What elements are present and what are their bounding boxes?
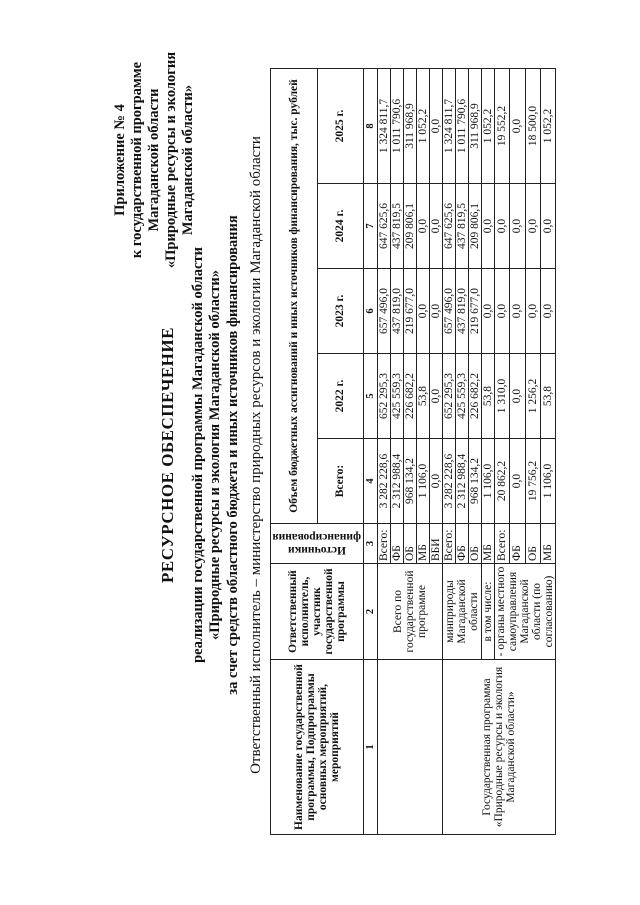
year-value-cell: 647 625,6 [378,184,391,269]
document-title: РЕСУРСНОЕ ОБЕСПЕЧЕНИЕ [158,327,177,583]
year-value-cell: 53,8 [417,354,430,439]
total-value-cell: 2 312 988,4 [391,439,404,524]
total-value-cell: 1 106,0 [540,439,555,524]
source-cell: Всего: [378,524,391,564]
year-value-cell: 0,0 [510,184,525,269]
header-name: Наименование государственной программы, Подпрограммы основных мероприятий, мероприятий [271,660,364,835]
source-cell: ФБ [456,524,469,564]
year-value-cell: 1 256,2 [525,354,540,439]
source-cell: ФБ [391,524,404,564]
year-value-cell: 647 625,6 [443,184,456,269]
year-value-cell: 0,0 [495,184,510,269]
column-number: 4 [364,439,378,524]
total-value-cell: 20 862,2 [495,439,510,524]
header-sources-cell [271,524,364,564]
source-cell: ФБ [510,524,525,564]
year-value-cell: 19 552,2 [495,68,510,183]
responsible-executor-line: Ответственный исполнитель – министерство природных ресурсов и экологии Магаданской области [248,136,264,774]
year-value-cell: 226 682,2 [404,354,417,439]
resource-table [270,68,556,835]
year-value-cell: 1 011 790,6 [456,68,469,183]
column-number: 3 [364,524,378,564]
source-cell: МБ [482,524,495,564]
source-cell: ВБИ [430,524,443,564]
executor-cell: Всего по государственной программе [378,564,443,660]
total-value-cell: 2 312 988,4 [456,439,469,524]
year-value-cell: 0,0 [482,269,495,354]
header-sources: Источники финансирования [272,531,362,557]
year-value-cell: 1 011 790,6 [391,68,404,183]
executor-cell: минприроды Магаданской области [443,564,482,660]
year-value-cell: 0,0 [482,184,495,269]
year-value-cell: 425 559,3 [456,354,469,439]
appendix-line: к государственной программе [129,61,146,259]
year-value-cell: 219 677,0 [469,269,482,354]
header-year: 2022 г. [317,354,364,439]
year-value-cell: 0,0 [430,68,443,183]
source-cell: ОБ [469,524,482,564]
program-name-cell: Государственная программа «Природные ресурсы и экология Магаданской области» [443,660,556,835]
year-value-cell: 0,0 [525,269,540,354]
year-value-cell: 0,0 [540,269,555,354]
year-value-cell: 226 682,2 [469,354,482,439]
year-value-cell: 437 819,0 [456,269,469,354]
year-value-cell: 0,0 [417,184,430,269]
year-value-cell: 652 295,3 [443,354,456,439]
year-value-cell: 0,0 [510,354,525,439]
appendix-line: «Природные ресурсы и экология [163,51,180,269]
total-value-cell: 3 282 228,6 [443,439,456,524]
year-value-cell: 425 559,3 [391,354,404,439]
total-value-cell: 3 282 228,6 [378,439,391,524]
year-value-cell: 657 496,0 [443,269,456,354]
total-value-cell: 19 756,2 [525,439,540,524]
appendix-line: Приложение № 4 [112,104,128,216]
source-cell: Всего: [495,524,510,564]
year-value-cell: 1 324 811,7 [378,68,391,183]
column-number: 2 [364,564,378,660]
header-year: 2025 г. [317,68,364,183]
year-value-cell: 18 500,0 [525,68,540,183]
heading-line: за счет средств областного бюджета и иных источников финансирования [224,215,241,695]
total-value-cell: 968 134,2 [404,439,417,524]
document-heading [158,95,242,815]
source-cell: Всего: [443,524,456,564]
year-value-cell: 0,0 [430,354,443,439]
heading-line: «Природные ресурсы и экология Магаданской области» [207,269,224,641]
year-value-cell: 437 819,0 [391,269,404,354]
year-value-cell: 0,0 [417,269,430,354]
year-value-cell: 0,0 [430,269,443,354]
column-number: 5 [364,354,378,439]
year-value-cell: 1 052,2 [417,68,430,183]
year-value-cell: 0,0 [495,269,510,354]
year-value-cell: 1 052,2 [482,68,495,183]
year-value-cell: 0,0 [430,184,443,269]
year-value-cell: 657 496,0 [378,269,391,354]
total-value-cell: 0,0 [430,439,443,524]
year-value-cell: 53,8 [482,354,495,439]
year-value-cell: 1 324 811,7 [443,68,456,183]
year-value-cell: 219 677,0 [404,269,417,354]
header-year: 2024 г. [317,184,364,269]
year-value-cell: 0,0 [525,184,540,269]
column-number: 8 [364,68,378,183]
source-cell: ОБ [525,524,540,564]
year-value-cell: 209 806,1 [404,184,417,269]
appendix-line: Магаданской области» [180,84,197,236]
source-cell: МБ [540,524,555,564]
name-cell-empty [378,660,443,835]
table-row [378,68,391,834]
column-number: 6 [364,269,378,354]
year-value-cell: 0,0 [510,269,525,354]
year-value-cell: 1 310,0 [495,354,510,439]
header-row [271,68,318,834]
heading-line: реализации государственной программы Магаданской области [190,247,206,663]
total-value-cell: 0,0 [510,439,525,524]
total-value-cell: 968 134,2 [469,439,482,524]
year-value-cell: 209 806,1 [469,184,482,269]
header-executor: Ответственный исполнитель, участник государственной программы [271,564,364,660]
column-number: 1 [364,660,378,835]
executor-cell: в том числе: [482,564,495,660]
year-value-cell: 0,0 [540,184,555,269]
total-value-cell: 1 106,0 [482,439,495,524]
year-value-cell: 437 819,5 [456,184,469,269]
source-cell: ОБ [404,524,417,564]
executor-cell: - органы местного самоуправления Магаданской области (по согласованию) [495,564,556,660]
source-cell: МБ [417,524,430,564]
header-total: Всего: [317,439,364,524]
year-value-cell: 311 968,9 [469,68,482,183]
year-value-cell: 53,8 [540,354,555,439]
header-year: 2023 г. [317,269,364,354]
column-number: 7 [364,184,378,269]
table-row [443,68,456,834]
year-value-cell: 0,0 [510,68,525,183]
total-value-cell: 1 106,0 [417,439,430,524]
year-value-cell: 1 052,2 [540,68,555,183]
column-number-row [364,68,378,834]
appendix-line: Магаданской области [146,88,163,232]
year-value-cell: 652 295,3 [378,354,391,439]
year-value-cell: 437 819,5 [391,184,404,269]
header-volume: Объем бюджетных ассигнований и иных источников финансирования, тыс. рублей [271,68,318,523]
year-value-cell: 311 968,9 [404,68,417,183]
